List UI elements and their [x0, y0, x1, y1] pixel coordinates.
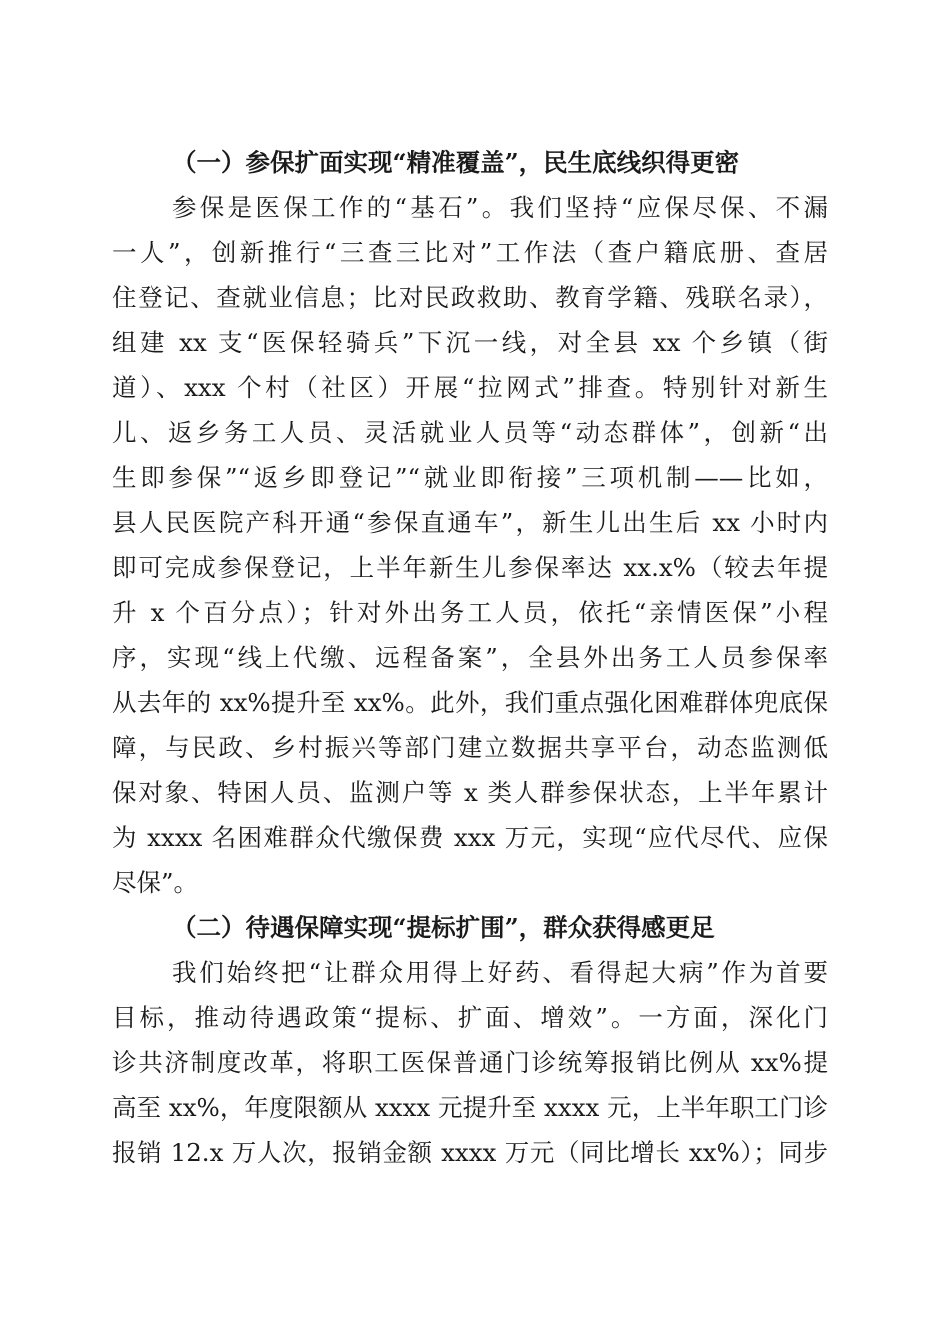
paragraph-line: 为 xxxx 名困难群众代缴保费 xxx 万元，实现“应代尽代、应保	[112, 823, 828, 852]
paragraph-line: 诊共济制度改革，将职工医保普通门诊统筹报销比例从 xx%提	[112, 1048, 828, 1077]
paragraph-line: 障，与民政、乡村振兴等部门建立数据共享平台，动态监测低	[112, 733, 828, 762]
paragraph-line: 住登记、查就业信息；比对民政救助、教育学籍、残联名录），	[112, 283, 828, 312]
paragraph-line: 儿、返乡务工人员、灵活就业人员等“动态群体”，创新“出	[112, 418, 828, 447]
paragraph-line: 参保是医保工作的“基石”。我们坚持“应保尽保、不漏	[172, 193, 828, 222]
paragraph-line: 从去年的 xx%提升至 xx%。此外，我们重点强化困难群体兜底保	[112, 688, 828, 717]
document-body	[112, 140, 828, 1175]
paragraph-line: 组建 xx 支“医保轻骑兵”下沉一线，对全县 xx 个乡镇（街	[112, 328, 828, 357]
paragraph-line: 报销 12.x 万人次，报销金额 xxxx 万元（同比增长 xx%）；同步	[112, 1138, 828, 1167]
paragraph-line: 序，实现“线上代缴、远程备案”，全县外出务工人员参保率	[112, 643, 828, 672]
paragraph-line: 道）、xxx 个村（社区）开展“拉网式”排查。特别针对新生	[112, 373, 828, 402]
paragraph-line: 保对象、特困人员、监测户等 x 类人群参保状态，上半年累计	[112, 778, 828, 807]
paragraph-line: 尽保”。	[112, 868, 199, 897]
paragraph-line: 一人”，创新推行“三查三比对”工作法（查户籍底册、查居	[112, 238, 828, 267]
paragraph-line: 生即参保”“返乡即登记”“就业即衔接”三项机制——比如，	[112, 463, 828, 492]
paragraph-line: 目标，推动待遇政策“提标、扩面、增效”。一方面，深化门	[112, 1003, 828, 1032]
paragraph-line: 升 x 个百分点）；针对外出务工人员，依托“亲情医保”小程	[112, 598, 828, 627]
section-2-heading: （二）待遇保障实现“提标扩围”，群众获得感更足	[172, 913, 715, 942]
paragraph-line: 县人民医院产科开通“参保直通车”，新生儿出生后 xx 小时内	[112, 508, 828, 537]
paragraph-line: 高至 xx%，年度限额从 xxxx 元提升至 xxxx 元，上半年职工门诊	[112, 1093, 828, 1122]
paragraph-line: 即可完成参保登记，上半年新生儿参保率达 xx.x%（较去年提	[112, 553, 828, 582]
paragraph-line: 我们始终把“让群众用得上好药、看得起大病”作为首要	[172, 958, 828, 987]
section-1-heading: （一）参保扩面实现“精准覆盖”，民生底线织得更密	[172, 148, 740, 177]
